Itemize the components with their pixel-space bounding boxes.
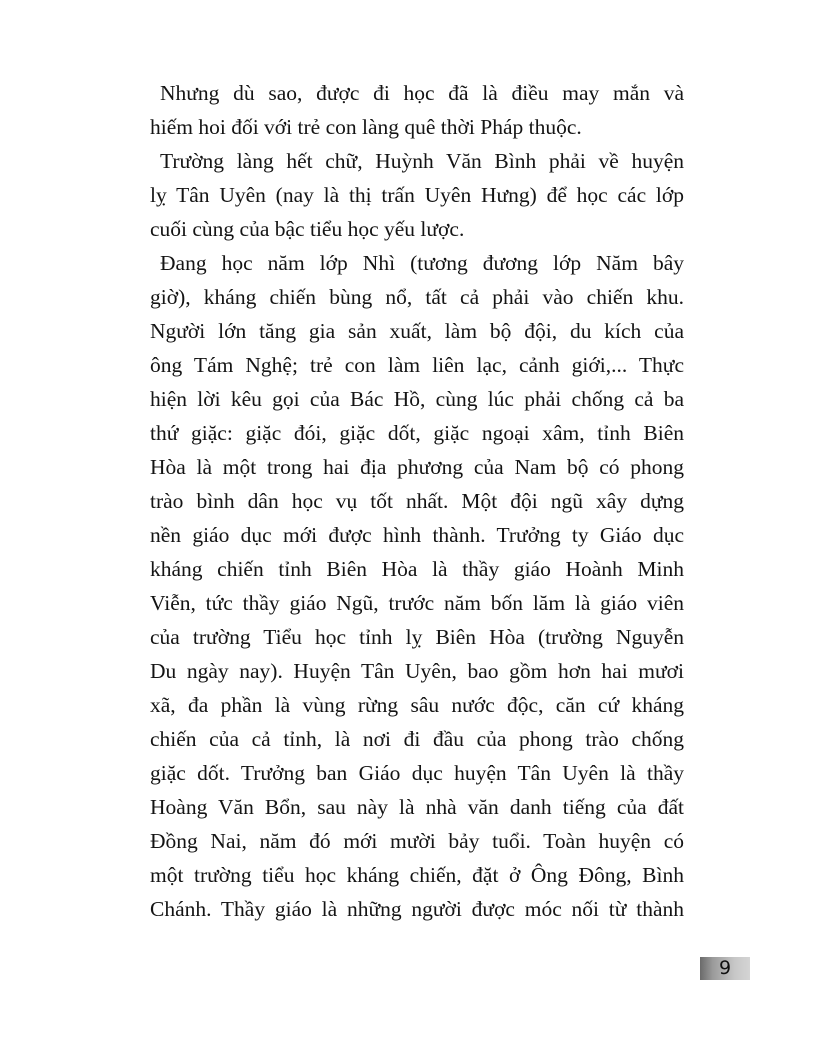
paragraph xyxy=(150,246,684,926)
page-body-text xyxy=(150,76,684,926)
page-number: 9 xyxy=(700,957,750,980)
text-line: trào bình dân học vụ tốt nhất. Một đội ngũ xây dựng xyxy=(150,489,684,513)
text-line: Đồng Nai, năm đó mới mười bảy tuổi. Toàn huyện có xyxy=(150,829,684,853)
text-line: Chánh. Thầy giáo là những người được móc nối từ thành xyxy=(150,897,684,921)
text-line: Người lớn tăng gia sản xuất, làm bộ đội, du kích của xyxy=(150,319,684,343)
text-line: Đang học năm lớp Nhì (tương đương lớp Năm bây xyxy=(160,251,684,275)
text-line: Trường làng hết chữ, Huỳnh Văn Bình phải về huyện xyxy=(160,149,684,173)
text-line: kháng chiến tỉnh Biên Hòa là thầy giáo Hoành Minh xyxy=(150,557,684,581)
text-line: ông Tám Nghệ; trẻ con làm liên lạc, cảnh giới,... Thực xyxy=(150,353,684,377)
paragraph xyxy=(150,144,684,246)
text-line: hiếm hoi đối với trẻ con làng quê thời Pháp thuộc. xyxy=(150,115,582,139)
text-line: Hòa là một trong hai địa phương của Nam bộ có phong xyxy=(150,455,684,479)
text-line: xã, đa phần là vùng rừng sâu nước độc, căn cứ kháng xyxy=(150,693,684,717)
text-line: Viễn, tức thầy giáo Ngũ, trước năm bốn lăm là giáo viên xyxy=(150,591,684,615)
text-line: thứ giặc: giặc đói, giặc dốt, giặc ngoại xâm, tỉnh Biên xyxy=(150,421,684,445)
text-line: lỵ Tân Uyên (nay là thị trấn Uyên Hưng) để học các lớp xyxy=(150,183,684,207)
text-line: nền giáo dục mới được hình thành. Trưởng ty Giáo dục xyxy=(150,523,684,547)
text-line: hiện lời kêu gọi của Bác Hồ, cùng lúc phải chống cả ba xyxy=(150,387,684,411)
text-line: một trường tiểu học kháng chiến, đặt ở Ông Đông, Bình xyxy=(150,863,684,887)
paragraph xyxy=(150,76,684,144)
text-line: Du ngày nay). Huyện Tân Uyên, bao gồm hơn hai mươi xyxy=(150,659,684,683)
text-line: Hoàng Văn Bổn, sau này là nhà văn danh tiếng của đất xyxy=(150,795,684,819)
text-line: Nhưng dù sao, được đi học đã là điều may mắn và xyxy=(160,81,684,105)
text-line: chiến của cả tỉnh, là nơi đi đầu của phong trào chống xyxy=(150,727,684,751)
text-line: cuối cùng của bậc tiểu học yếu lược. xyxy=(150,217,465,241)
text-line: giờ), kháng chiến bùng nổ, tất cả phải vào chiến khu. xyxy=(150,285,684,309)
text-line: giặc dốt. Trưởng ban Giáo dục huyện Tân Uyên là thầy xyxy=(150,761,684,785)
text-line: của trường Tiểu học tỉnh lỵ Biên Hòa (trường Nguyễn xyxy=(150,625,684,649)
